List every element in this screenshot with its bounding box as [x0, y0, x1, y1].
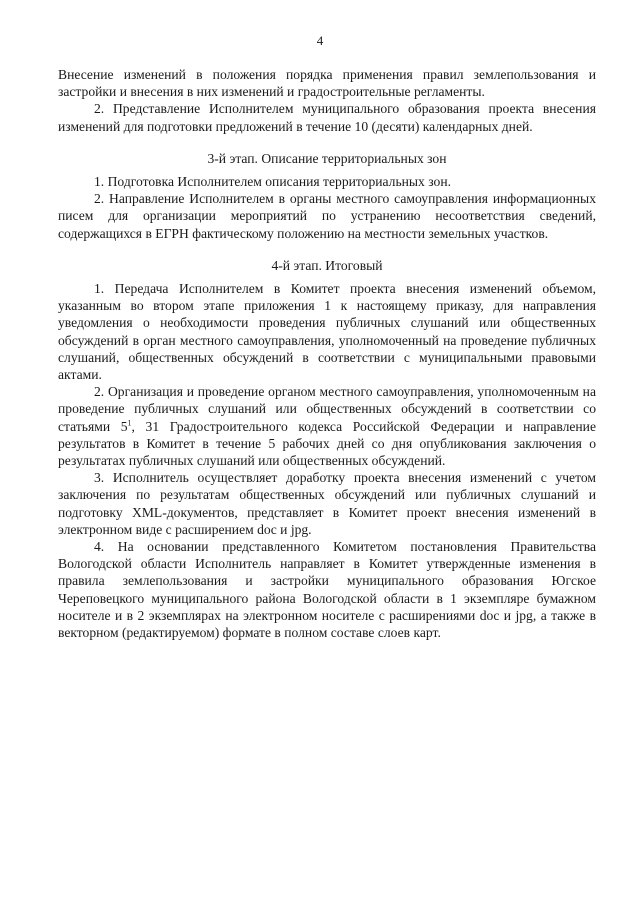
stage4-item-2 — [58, 383, 596, 469]
section-heading-stage4: 4-й этап. Итоговый — [271, 257, 383, 273]
stage4-item-2-text-start: 2. Организация и проведение органом местного самоуправления, уполномоченным на проведение публичных слушаний или общественных обсуждений в соответствии со статьями 5 — [58, 384, 596, 434]
stage4-item-3: 3. Исполнитель осуществляет доработку проекта внесения изменений с учетом заключения по результатам общественных обсуждений или публичных слушаний и подготовку XML-документов, представляет в Комитет проект внесения изменений в электронном виде с расширением doc и jpg. — [58, 470, 596, 537]
stage3-item-1: 1. Подготовка Исполнителем описания территориальных зон. — [94, 174, 452, 190]
stage4-item-1: 1. Передача Исполнителем в Комитет проекта внесения изменений объемом, указанным во втором этапе приложения 1 к настоящему приказу, для направления уведомления о необходимости проведения публичных слушаний или общественных обсуждений в орган местного самоуправления, уполномоченный на проведение публичных слушаний, общественных обсуждений в соответствии с муниципальными правовыми актами. — [58, 281, 596, 383]
paragraph-stage2-item2: 2. Представление Исполнителем муниципального образования проекта внесения изменений для подготовки предложений в течение 10 (десяти) календарных дней. — [58, 101, 596, 134]
stage4-item-2-text-end: , 31 Градостроительного кодекса Российской Федерации и направление результатов в Комитет в течение 5 рабочих дней со дня опубликования заключения о результатах публичных слушаний или общественных обсуждений. — [58, 418, 596, 469]
paragraph-continuation: Внесение изменений в положения порядка применения правил землепользования и застройки и внесения в них изменений и градостроительные регламенты. — [58, 67, 596, 100]
document-body — [58, 66, 596, 641]
stage3-item-2: 2. Направление Исполнителем в органы местного самоуправления информационных писем для организации мероприятий по устранению несоответствия сведений, содержащихся в ЕГРН фактическому положению на местности земельных участков. — [58, 191, 596, 241]
article-superscript: 1 — [127, 418, 132, 428]
stage4-item-4: 4. На основании представленного Комитетом постановления Правительства Вологодской области Исполнитель направляет в Комитет утвержденные изменения в правила землепользования и застройки муниципального образования Югское Череповецкого муниципального района Вологодской области в 1 экземпляре бумажном носителе и в 2 экземплярах на электронном носителе с расширениями doc и jpg, а также в векторном (редактируемом) формате в полном составе слоев карт. — [58, 539, 596, 641]
page-number: 4 — [316, 33, 324, 48]
section-heading-stage3: 3-й этап. Описание территориальных зон — [207, 150, 447, 166]
